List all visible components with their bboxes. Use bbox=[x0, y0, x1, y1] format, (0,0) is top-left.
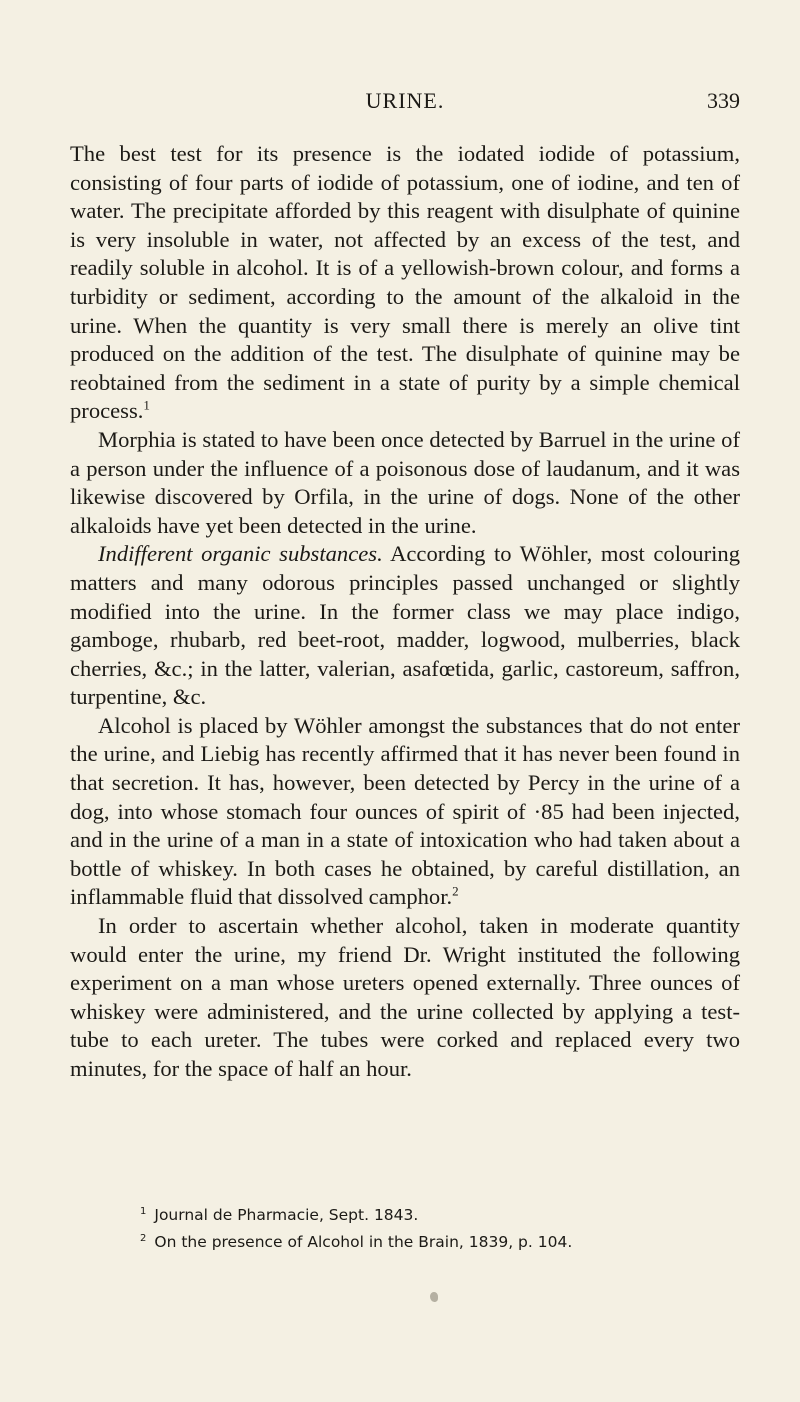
page-header bbox=[70, 88, 740, 128]
paragraph-organic-substances bbox=[70, 540, 740, 712]
paragraph-text: The best test for its presence is the iodated iodide of potassium, consisting of four parts of iodide of potassium, one of iodine, and ten of water. The precipitate afforded by this reagent with disulphate of quinine is very insoluble in water, not affected by an excess of the test, and readily soluble in alcohol. It is of a yellowish-brown colour, and forms a turbidity or sediment, according to the amount of the alkaloid in the urine. When the quantity is very small there is merely an olive tint produced on the addition of the test. The disulphate of quinine may be reobtained from the sediment in a state of purity by a simple chemical process. bbox=[70, 141, 740, 424]
running-title: URINE. bbox=[365, 88, 445, 113]
paragraph-text: Alcohol is placed by Wöhler amongst the substances that do not enter the urine, and Liebig has recently affirmed that it has never been found in that secretion. It has, however, been detected by Percy in the urine of a dog, into whose stomach four ounces of spirit of ·85 had been injected, and in the urine of a man in a state of intoxication who had taken about a bottle of whiskey. In both cases he obtained, by careful distillation, an inflammable fluid that dissolved camphor. bbox=[70, 712, 740, 910]
footnotes bbox=[140, 1200, 700, 1254]
body-text bbox=[70, 140, 740, 1084]
ink-stain bbox=[430, 1292, 438, 1302]
page-number: 339 bbox=[707, 88, 740, 113]
footnote-text: On the presence of Alcohol in the Brain, 1839, p. 104. bbox=[154, 1233, 573, 1252]
footnote-mark: 1 bbox=[140, 1206, 147, 1217]
paragraph-morphia bbox=[70, 426, 740, 540]
paragraph-text: Morphia is stated to have been once detected by Barruel in the urine of a person under the influence of a poisonous dose of laudanum, and it was likewise discovered by Orfila, in the urine of dogs. None of the other alkaloids have yet been detected in the urine. bbox=[70, 426, 740, 538]
paragraph-alcohol bbox=[70, 712, 740, 912]
section-heading: Indifferent organic substances. bbox=[98, 541, 383, 567]
footnote bbox=[140, 1200, 700, 1227]
footnote-ref: 1 bbox=[143, 397, 150, 413]
paragraph-quinine-test bbox=[70, 140, 740, 426]
paragraph-text: According to Wöhler, most colouring matters and many odorous principles passed unchanged or slightly modified into the urine. In the former class we may place indigo, gamboge, rhubarb, red beet-root, madder, logwood, mulberries, black cherries, &c.; in the latter, valerian, asafœtida, garlic, castoreum, saffron, turpentine, &c. bbox=[70, 541, 740, 710]
footnote-text: Journal de Pharmacie, Sept. 1843. bbox=[154, 1206, 419, 1225]
footnote-ref: 2 bbox=[452, 883, 459, 899]
paragraph-text: In order to ascertain whether alcohol, taken in moderate quantity would enter the urine, my friend Dr. Wright instituted the following experiment on a man whose ureters opened externally. Three ounces of whiskey were administered, and the urine collected by applying a test-tube to each ureter. The tubes were corked and replaced every two minutes, for the space of half an hour. bbox=[70, 913, 740, 1081]
footnote-mark: 2 bbox=[140, 1233, 147, 1245]
footnote bbox=[140, 1227, 700, 1254]
paragraph-experiment bbox=[70, 912, 740, 1084]
